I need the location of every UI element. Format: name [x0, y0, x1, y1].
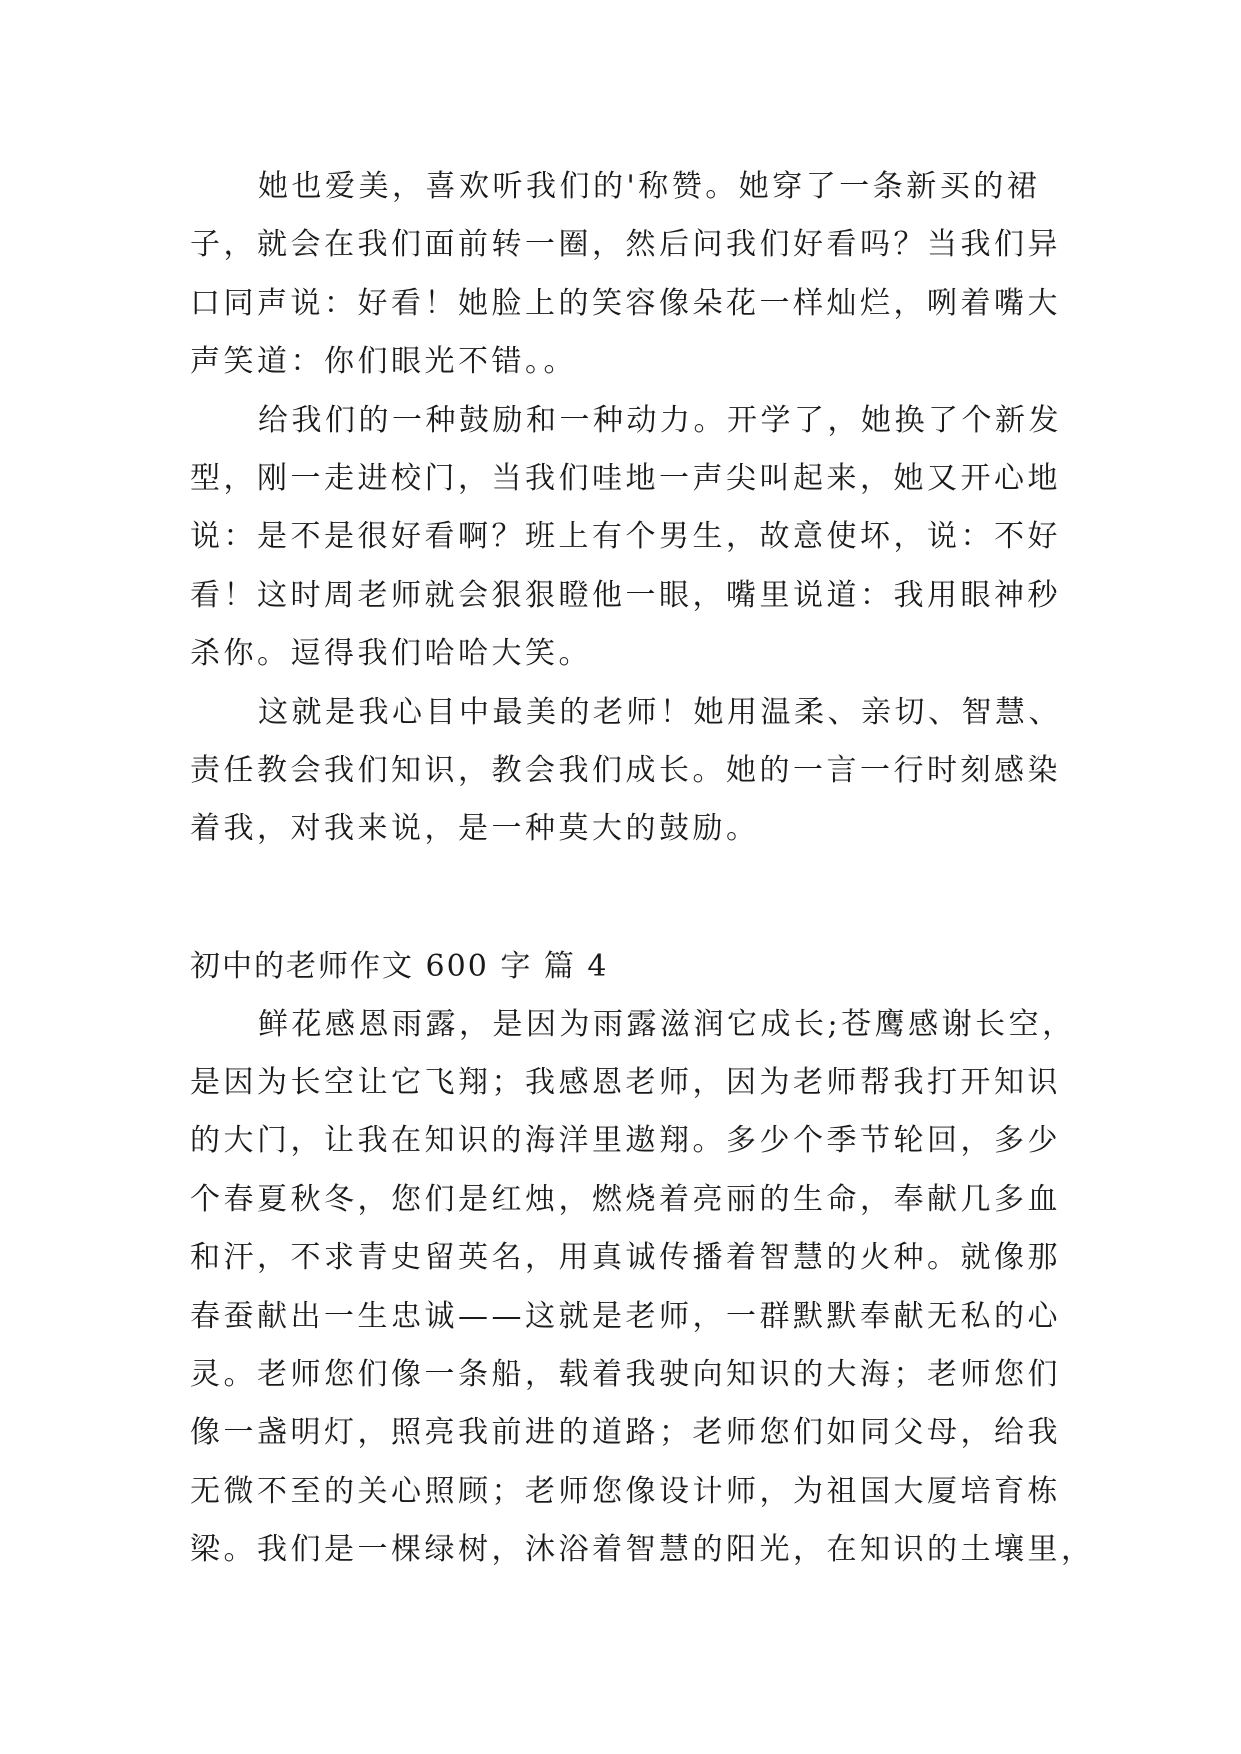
text-line: 梁。我们是一棵绿树，沐浴着智慧的阳光，在知识的土壤里，: [190, 1532, 1095, 1568]
text-line: 灵。老师您们像一条船，载着我驶向知识的大海；老师您们: [190, 1357, 1061, 1393]
text-line: 和汗，不求青史留英名，用真诚传播着智慧的火种。就像那: [190, 1240, 1061, 1276]
text-line: 个春夏秋冬，您们是红烛，燃烧着亮丽的生命，奉献几多血: [190, 1181, 1061, 1217]
text-line: 春蚕献出一生忠诚——这就是老师，一群默默奉献无私的心: [190, 1298, 1061, 1334]
text-line: 鲜花感恩雨露，是因为雨露滋润它成长;苍鹰感谢长空，: [258, 1006, 1076, 1042]
paragraph: [190, 392, 1070, 684]
text-line: 口同声说：好看！她脸上的笑容像朵花一样灿烂，咧着嘴大: [190, 285, 1061, 321]
text-line: 无微不至的关心照顾；老师您像设计师，为祖国大厦培育栋: [190, 1473, 1061, 1509]
text-line: 是因为长空让它飞翔；我感恩老师，因为老师帮我打开知识: [190, 1065, 1061, 1101]
text-line: 子，就会在我们面前转一圈，然后问我们好看吗？当我们异: [190, 227, 1061, 263]
text-line: 给我们的一种鼓励和一种动力。开学了，她换了个新发: [258, 402, 1062, 438]
text-line: 声笑道：你们眼光不错。。: [190, 344, 577, 380]
document-page: [190, 158, 1095, 1580]
text-line: 杀你。逗得我们哈哈大笑。: [190, 636, 592, 672]
text-line: 着我，对我来说，是一种莫大的鼓励。: [190, 811, 760, 847]
text-line: 这就是我心目中最美的老师！她用温柔、亲切、智慧、: [258, 694, 1062, 730]
paragraph: [190, 996, 1095, 1580]
text-line: 型，刚一走进校门，当我们哇地一声尖叫起来，她又开心地: [190, 460, 1061, 496]
text-line: 看！这时周老师就会狠狠瞪他一眼，嘴里说道：我用眼神秒: [190, 577, 1061, 613]
text-line: 像一盏明灯，照亮我前进的道路；老师您们如同父母，给我: [190, 1415, 1061, 1451]
section-heading: 初中的老师作文 600 字 篇 4: [190, 948, 609, 984]
text-line: 说：是不是很好看啊？班上有个男生，故意使坏，说：不好: [190, 519, 1061, 555]
paragraph: [190, 684, 1070, 859]
section-spacer: [190, 859, 1070, 938]
text-line: 的大门，让我在知识的海洋里遨翔。多少个季节轮回，多少: [190, 1123, 1061, 1159]
text-line: 责任教会我们知识，教会我们成长。她的一言一行时刻感染: [190, 752, 1061, 788]
text-line: 她也爱美，喜欢听我们的'称赞。她穿了一条新买的裙: [258, 169, 1041, 204]
paragraph: [190, 158, 1070, 392]
